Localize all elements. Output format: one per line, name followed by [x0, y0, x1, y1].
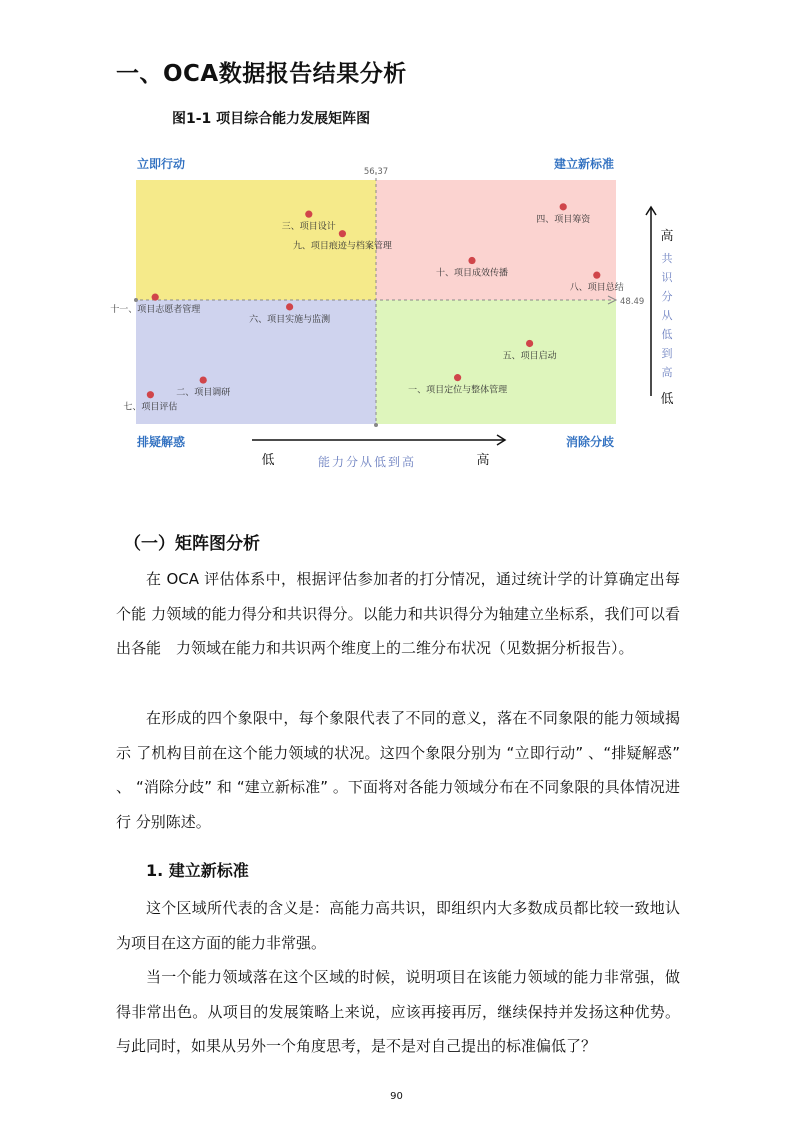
quadrant-label-top-right: 建立新标准 [553, 157, 614, 171]
y-axis-low-label: 低 [660, 392, 674, 407]
data-point-label-11: 十一、项目志愿者管理 [110, 305, 201, 316]
section-title: （一）矩阵图分析 [124, 534, 260, 554]
data-point-1 [454, 374, 461, 381]
data-point-2 [200, 376, 207, 383]
subsection-title: 1. 建立新标准 [146, 861, 249, 880]
data-point-11 [152, 294, 159, 301]
data-point-9 [339, 230, 346, 237]
quadrant-top-left [136, 180, 376, 300]
y-axis-title-char: 从 [661, 309, 673, 322]
section-paragraph-2: 在形成的四个象限中，每个象限代表了不同的意义，落在不同象限的能力领域揭示 了机构目前在这个能力领域的状况。这四个象限分别为 “立即行动” 、“排疑解惑” 、 “消除分歧” 和 “建立新标准” 。下面将对各能力领域分布在不同象限的具体情况进行 分别陈述。 [116, 709, 680, 831]
data-point-3 [305, 211, 312, 218]
y-axis-title-char: 共 [661, 252, 673, 265]
x-axis-low-label: 低 [261, 453, 275, 468]
data-point-4 [560, 203, 567, 210]
data-point-label-2: 二、项目调研 [176, 388, 231, 399]
y-axis-title-char: 识 [661, 271, 673, 284]
data-point-label-3: 三、项目设计 [281, 222, 336, 233]
x-axis-high-label: 高 [476, 453, 490, 468]
quadrant-label-bottom-right: 消除分歧 [565, 435, 614, 449]
data-point-label-10: 十、项目成效传播 [435, 268, 509, 279]
data-point-label-8: 八、项目总结 [569, 283, 624, 294]
x-divider-value: 56.37 [363, 167, 389, 177]
subsection-paragraph-2: 当一个能力领域落在这个区域的时候，说明项目在该能力领域的能力非常强，做得非常出色。从项目的发展策略上来说，应该再接再厉，继续保持并发扬这种优势。与此同时，如果从另外一个角度思考，是不是对自己提出的标准偏低了？ [116, 968, 680, 1055]
data-point-8 [593, 272, 600, 279]
quadrant-label-bottom-left: 排疑解惑 [137, 435, 186, 449]
data-point-6 [286, 303, 293, 310]
y-axis-title-char: 高 [661, 366, 673, 379]
data-point-label-1: 一、项目定位与整体管理 [408, 385, 508, 396]
x-axis-title: 能力分从低到高 [317, 455, 417, 469]
divider-origin-dot [134, 298, 138, 302]
section-paragraph-1: 在 OCA 评估体系中，根据评估参加者的打分情况，通过统计学的计算确定出每个能 力领域的能力得分和共识得分。以能力和共识得分为轴建立坐标系，我们可以看出各能 力领域在能力和共识两个维度上的二维分布状况（见数据分析报告）。 [116, 570, 680, 657]
y-axis-title [662, 251, 674, 379]
quadrant-bottom-right [376, 300, 616, 424]
y-axis-title-char: 分 [661, 290, 673, 303]
divider-base-dot [374, 423, 378, 427]
quadrant-top-right [376, 180, 616, 300]
data-point-7 [147, 391, 154, 398]
data-point-label-4: 四、项目筹资 [536, 214, 591, 225]
data-point-label-5: 五、项目启动 [502, 351, 557, 362]
y-axis-title-char: 到 [661, 347, 673, 360]
data-point-label-9: 九、项目痕迹与档案管理 [292, 241, 392, 252]
y-axis-title-char: 低 [661, 328, 673, 341]
data-point-5 [526, 340, 533, 347]
y-axis-high-label: 高 [660, 229, 674, 244]
page-heading: 一、OCA数据报告结果分析 [116, 61, 407, 87]
ability-consensus-matrix-chart [0, 0, 793, 480]
data-point-10 [468, 257, 475, 264]
subsection-paragraph-1: 这个区域所代表的含义是：高能力高共识，即组织内大多数成员都比较一致地认为项目在这方面的能力非常强。 [116, 899, 680, 952]
page-number: 90 [390, 1091, 403, 1102]
data-point-label-7: 七、项目评估 [123, 402, 178, 413]
quadrant-label-top-left: 立即行动 [137, 157, 186, 171]
y-divider-value: 48.49 [620, 297, 645, 307]
data-point-label-6: 六、项目实施与监测 [249, 314, 331, 325]
figure-title: 图1-1 项目综合能力发展矩阵图 [172, 111, 371, 127]
